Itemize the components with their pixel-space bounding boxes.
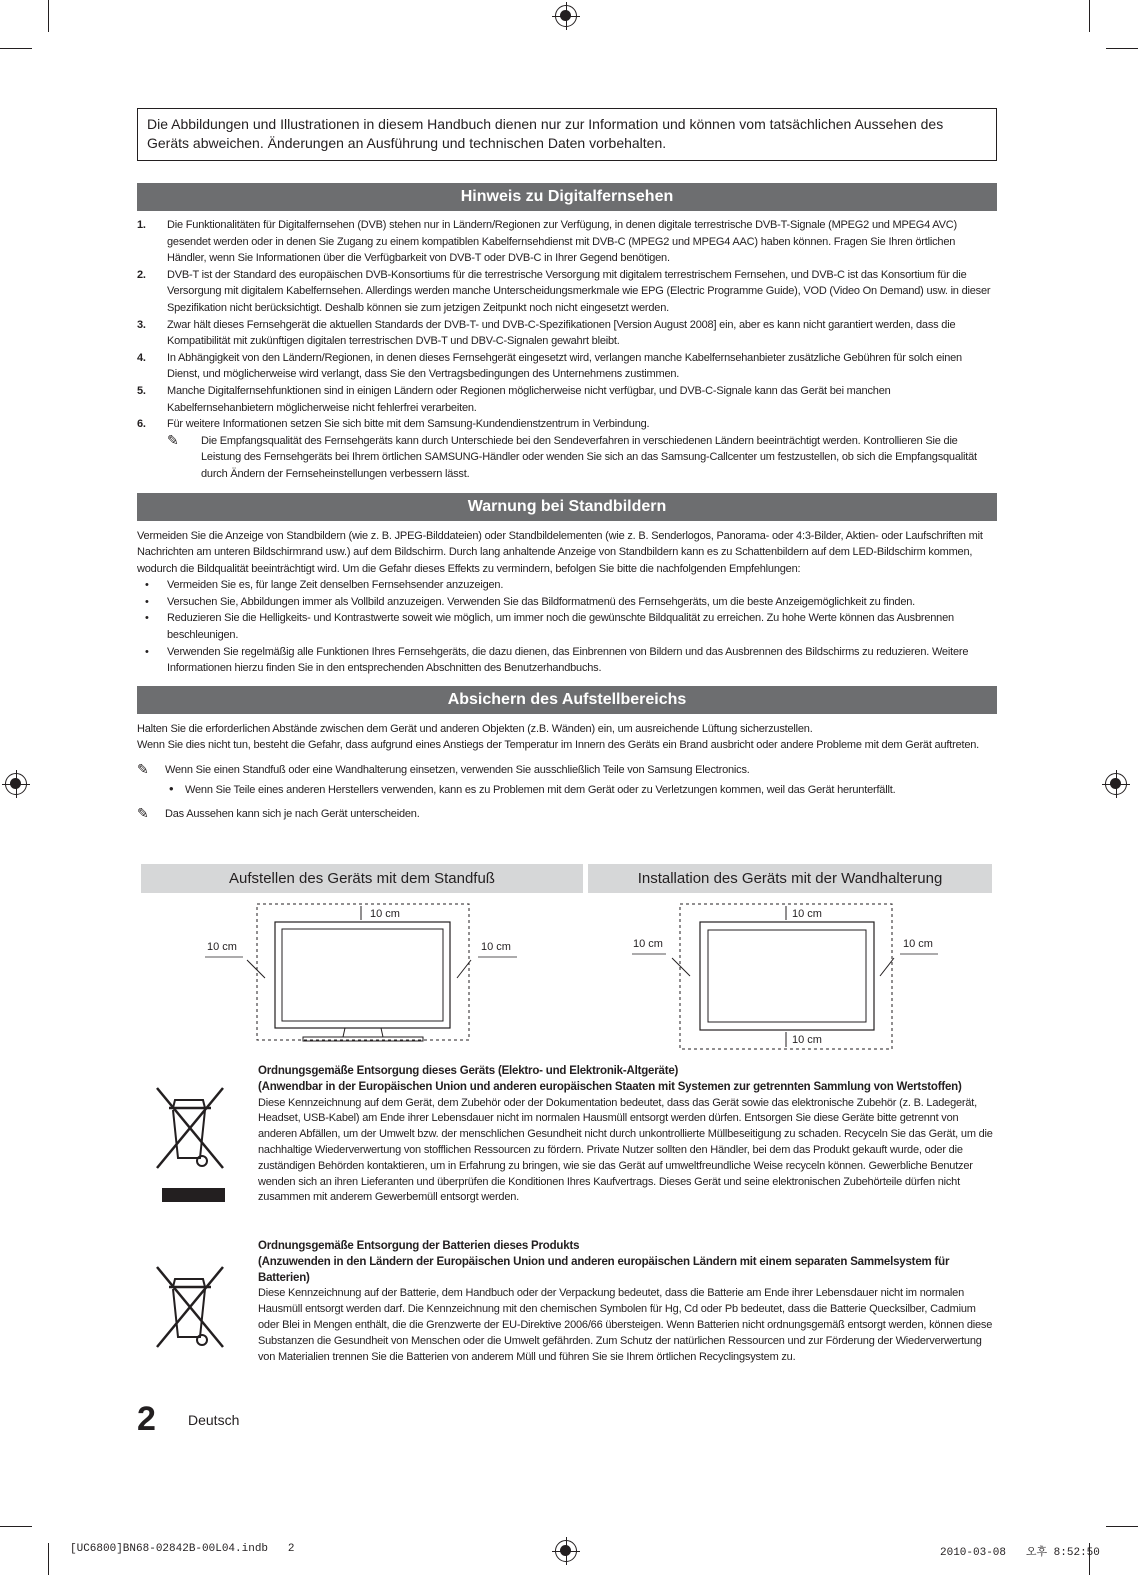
list-item: 1. Die Funktionalitäten für Digitalfernsehen (DVB) stehen nur in Ländern/Regionen zur Verfügung, in denen digitale terrestrische DVB-T-Signale (MPEG2 und MPEG4 AVC) gesendet werden oder in denen Sie Zugang zu einem kompatiblen Kabelfernsehdienst mit DVB-C (MPEG2 und MPEG4 AAC) haben können. Fragen Sie Ihren örtlichen Händler, wenn Sie Informationen über die Verfügbarkeit von DVB-T oder DVB-C in Ihrer Gegend benötigen.: [137, 219, 957, 265]
install-note-1: ✎ Wenn Sie einen Standfuß oder eine Wandhalterung einsetzen, verwenden Sie ausschließlich Teile von Samsung Electronics.: [137, 761, 750, 778]
battery-disposal-section: [137, 1239, 997, 1389]
list-item: 6. Für weitere Informationen setzen Sie sich bitte mit dem Samsung-Kundendienstzentrum in Verbindung.: [137, 418, 650, 431]
crop-mark: [0, 48, 32, 49]
dimension-label: 10 cm: [207, 941, 237, 953]
crop-mark: [1106, 1526, 1138, 1527]
crop-mark: [1089, 0, 1090, 32]
list-item: 3. Zwar hält dieses Fernsehgerät die aktuellen Standards der DVB-T- und DVB-C-Spezifikationen [Version August 2008] ein, aber es kann nicht garantiert werden, dass die Kompatibilität mit zukünftigen digitalen terrestrischen DVB-T und DBV-C-Signalen gewahrt bleibt.: [137, 318, 956, 348]
dimension-label: 10 cm: [792, 908, 822, 920]
dimension-label: 10 cm: [481, 941, 511, 953]
main-content: [137, 108, 997, 822]
digital-note: ✎ Die Empfangsqualität des Fernsehgeräts kann durch Unterschiede bei den Sendeverfahren in verschiedenen Ländern beeinträchtigt werden. Kontrollieren Sie die Leistung des Fernsehgeräts bei Ihrem örtlichen SAMSUNG-Händler oder wenden Sie sich an das Samsung-Callcenter um festzustellen, ob sich die Empfangsqualität durch Ändern der Fernseheinstellungen verbessern lässt.: [167, 431, 977, 480]
crop-mark: [1106, 48, 1138, 49]
weee-subtitle: (Anwendbar in der Europäischen Union und anderen europäischen Staaten mit Systemen zur getrennten Sammlung von Wertstoffen): [258, 1080, 962, 1093]
dimension-label: 10 cm: [792, 1034, 822, 1046]
crop-mark: [48, 0, 49, 32]
weee-disposal-section: [137, 1064, 997, 1234]
registration-mark-icon: [555, 1540, 577, 1562]
install-intro-2: Wenn Sie dies nicht tun, besteht die Gefahr, dass aufgrund eines Anstiegs der Temperatur im Innern des Geräts ein Brand ausbricht oder andere Probleme mit dem Gerät auftreten.: [137, 739, 980, 752]
wall-clearance-diagram: [628, 898, 948, 1054]
list-item: 5. Manche Digitalfernsehfunktionen sind in einigen Ländern oder Regionen möglicherweise nicht verfügbar, und DVB-C-Signale kann das Gerät bei manchen Kabelfernsehanbietern möglicherweise nicht fehlerfrei verarbeiten.: [137, 384, 891, 414]
pencil-note-icon: ✎: [137, 761, 149, 778]
footer-file: [UC6800]BN68-02842B-00L04.indb 2: [70, 1543, 295, 1555]
footer-timestamp: 2010-03-08 오후 8:52:50: [940, 1547, 1100, 1559]
battery-body: Diese Kennzeichnung auf der Batterie, dem Handbuch oder der Verpackung bedeutet, dass die Batterie am Ende ihrer Lebensdauer nicht im normalen Hausmüll entsorgt werden darf. Die Kennzeichnung mit den chemischen Symbolen für Hg, Cd oder Pb bedeutet, dass die Batterie Quecksilber, Cadmium oder Blei in Mengen enthält, die die Grenzwerte der EU-Direktive 2006/66 übersteigen. Wenn Batterien nicht ordnungsgemäß entsorgt werden, können diese Substanzen die Gesundheit von Menschen oder die Umwelt gefährden. Zum Schutz der natürlichen Ressourcen und zur Förderung der Wiederverwertung von Materialien trennen Sie die Batterien von anderem Müll und führen Sie sie Ihrem örtlichen Recyclingsystem zu.: [258, 1287, 993, 1363]
pencil-note-icon: ✎: [167, 431, 179, 448]
crossed-bin-icon: [155, 1086, 225, 1206]
list-item: 2. DVB-T ist der Standard des europäischen DVB-Konsortiums für die terrestrische Versorgung mit digitalem terrestrischem Fernsehen, und DVB-C ist das Konsortium für die Versorgung mit digitalem Kabelfernsehen. Allerdings werden manche Unterscheidungsmerkmale wie EPG (Electric Programme Guide), VOD (Video On Demand) usw. in dieser Spezifikation nicht berücksichtigt. Deshalb können sie zum jetzigen Zeitpunkt noch nicht eingesetzt werden.: [137, 268, 991, 314]
install-intro-1: Halten Sie die erforderlichen Abstände zwischen dem Gerät und anderen Objekten (z.B. Wänden) ein, um ausreichende Lüftung sicherzustellen.: [137, 722, 813, 735]
registration-mark-icon: [555, 5, 577, 27]
crop-mark: [0, 1526, 32, 1527]
battery-title: Ordnungsgemäße Entsorgung der Batterien dieses Produkts: [258, 1240, 580, 1252]
crop-mark: [48, 1543, 49, 1575]
section-title-digital: Hinweis zu Digitalfernsehen: [137, 183, 997, 211]
wall-install-heading: Installation des Geräts mit der Wandhalterung: [588, 864, 992, 893]
weee-body: Diese Kennzeichnung auf dem Gerät, dem Zubehör oder der Dokumentation bedeutet, dass das Gerät sowie das elektronische Zubehör (z. B. Ladegerät, Headset, USB-Kabel) am Ende ihrer Lebensdauer nicht im normalen Hausmüll entsorgt werden dürfen. Entsorgen Sie diese Geräte bitte getrennt von anderen Abfällen, um der Umwelt bzw. der menschlichen Gesundheit nicht durch unkontrollierte Müllbeseitigung zu schaden. Recyceln Sie das Gerät, um die nachhaltige Wiederverwertung von stofflichen Ressourcen zu fördern. Private Nutzer sollten den Händler, bei dem das Produkt gekauft wurde, oder die zuständigen Behörden kontaktieren, um in Erfahrung zu bringen, wie sie das Gerät auf umweltfreundliche Weise recyceln können. Gewerbliche Benutzer wenden sich an ihren Lieferanten und überprüfen die Konditionen Ihres Kaufvertrags. Dieses Gerät und seine elektronischen Zubehörteile dürfen nicht zusammen mit anderem Gewerbemüll entsorgt werden.: [258, 1096, 993, 1204]
crossed-bin-icon: [155, 1265, 225, 1355]
section-title-installation: Absichern des Aufstellbereichs: [137, 686, 997, 714]
page-language: Deutsch: [188, 1412, 240, 1428]
install-note-2: ✎ Das Aussehen kann sich je nach Gerät unterscheiden.: [137, 805, 420, 822]
dimension-label: 10 cm: [903, 938, 933, 950]
stand-clearance-diagram: [195, 898, 525, 1048]
list-item: • Versuchen Sie, Abbildungen immer als Vollbild anzuzeigen. Verwenden Sie das Bildformatmenü des Fernsehgeräts, um die beste Anzeigemöglichkeit zu finden.: [137, 594, 997, 611]
list-item: • Reduzieren Sie die Helligkeits- und Kontrastwerte soweit wie möglich, um immer noch die gewünschte Bildqualität zu erreichen. Zu hohe Werte können das Ausbrennen beschleunigen.: [137, 610, 997, 643]
registration-mark-icon: [1105, 773, 1127, 795]
digital-list: [137, 211, 997, 433]
list-item: • Vermeiden Sie es, für lange Zeit denselben Fernsehsender anzuzeigen.: [137, 577, 997, 594]
weee-text: [258, 1064, 998, 1206]
disclaimer-box: Die Abbildungen und Illustrationen in diesem Handbuch dienen nur zur Information und können vom tatsächlichen Aussehen des Geräts abweichen. Änderungen an Ausführung und technischen Daten vorbehalten.: [137, 108, 997, 161]
registration-mark-icon: [5, 773, 27, 795]
list-item: • Verwenden Sie regelmäßig alle Funktionen Ihres Fernsehgeräts, die dazu dienen, das Einbrennen von Bildern und das Ausbrennen des Bildschirms zu reduzieren. Weitere Informationen hierzu finden Sie in den entsprechenden Abschnitten des Benutzerhandbuchs.: [137, 644, 997, 677]
list-item: 4. In Abhängigkeit von den Ländern/Regionen, in denen dieses Fernsehgerät eingesetzt wird, verlangen manche Kabelfernsehanbieter zusätzliche Gebühren für solch einen Dienst, und möglicherweise wird verlangt, dass Sie den Vertragsbedingungen des Unternehmens zustimmen.: [137, 351, 962, 381]
stand-install-heading: Aufstellen des Geräts mit dem Standfuß: [141, 864, 583, 893]
weee-title: Ordnungsgemäße Entsorgung dieses Geräts (Elektro- und Elektronik-Altgeräte): [258, 1065, 679, 1077]
section-title-still-images: Warnung bei Standbildern: [137, 493, 997, 521]
install-note-1-sub: • Wenn Sie Teile eines anderen Herstellers verwenden, kann es zu Problemen mit dem Gerät oder zu Verletzungen kommen, weil das Gerät herunterfällt.: [137, 782, 997, 798]
dimension-label: 10 cm: [370, 908, 400, 920]
battery-subtitle: (Anzuwenden in den Ländern der Europäischen Union und anderen europäischen Ländern mit einem separaten Sammelsystem für Batterien): [258, 1255, 950, 1284]
still-bullets: [137, 577, 997, 677]
dimension-label: 10 cm: [633, 938, 663, 950]
still-intro: Vermeiden Sie die Anzeige von Standbildern (wie z. B. JPEG-Bilddateien) oder Standbildelementen (wie z. B. Senderlogos, Panorama- oder 4:3-Bilder, Aktien- oder Laufschriften mit Nachrichten am unteren Bildschirmrand usw.) auf dem Bildschirm. Durch lang anhaltende Anzeige von Standbildern kann es zu Schattenbildern auf dem LED-Bildschirm kommen, wodurch die Bildqualität beeinträchtigt wird. Um die Gefahr dieses Effekts zu vermindern, befolgen Sie bitte die nachfolgenden Empfehlungen:: [137, 529, 983, 575]
pencil-note-icon: ✎: [137, 805, 149, 822]
page-number: 2: [137, 1400, 156, 1438]
installation-headers: [141, 864, 992, 893]
battery-text: [258, 1239, 998, 1365]
